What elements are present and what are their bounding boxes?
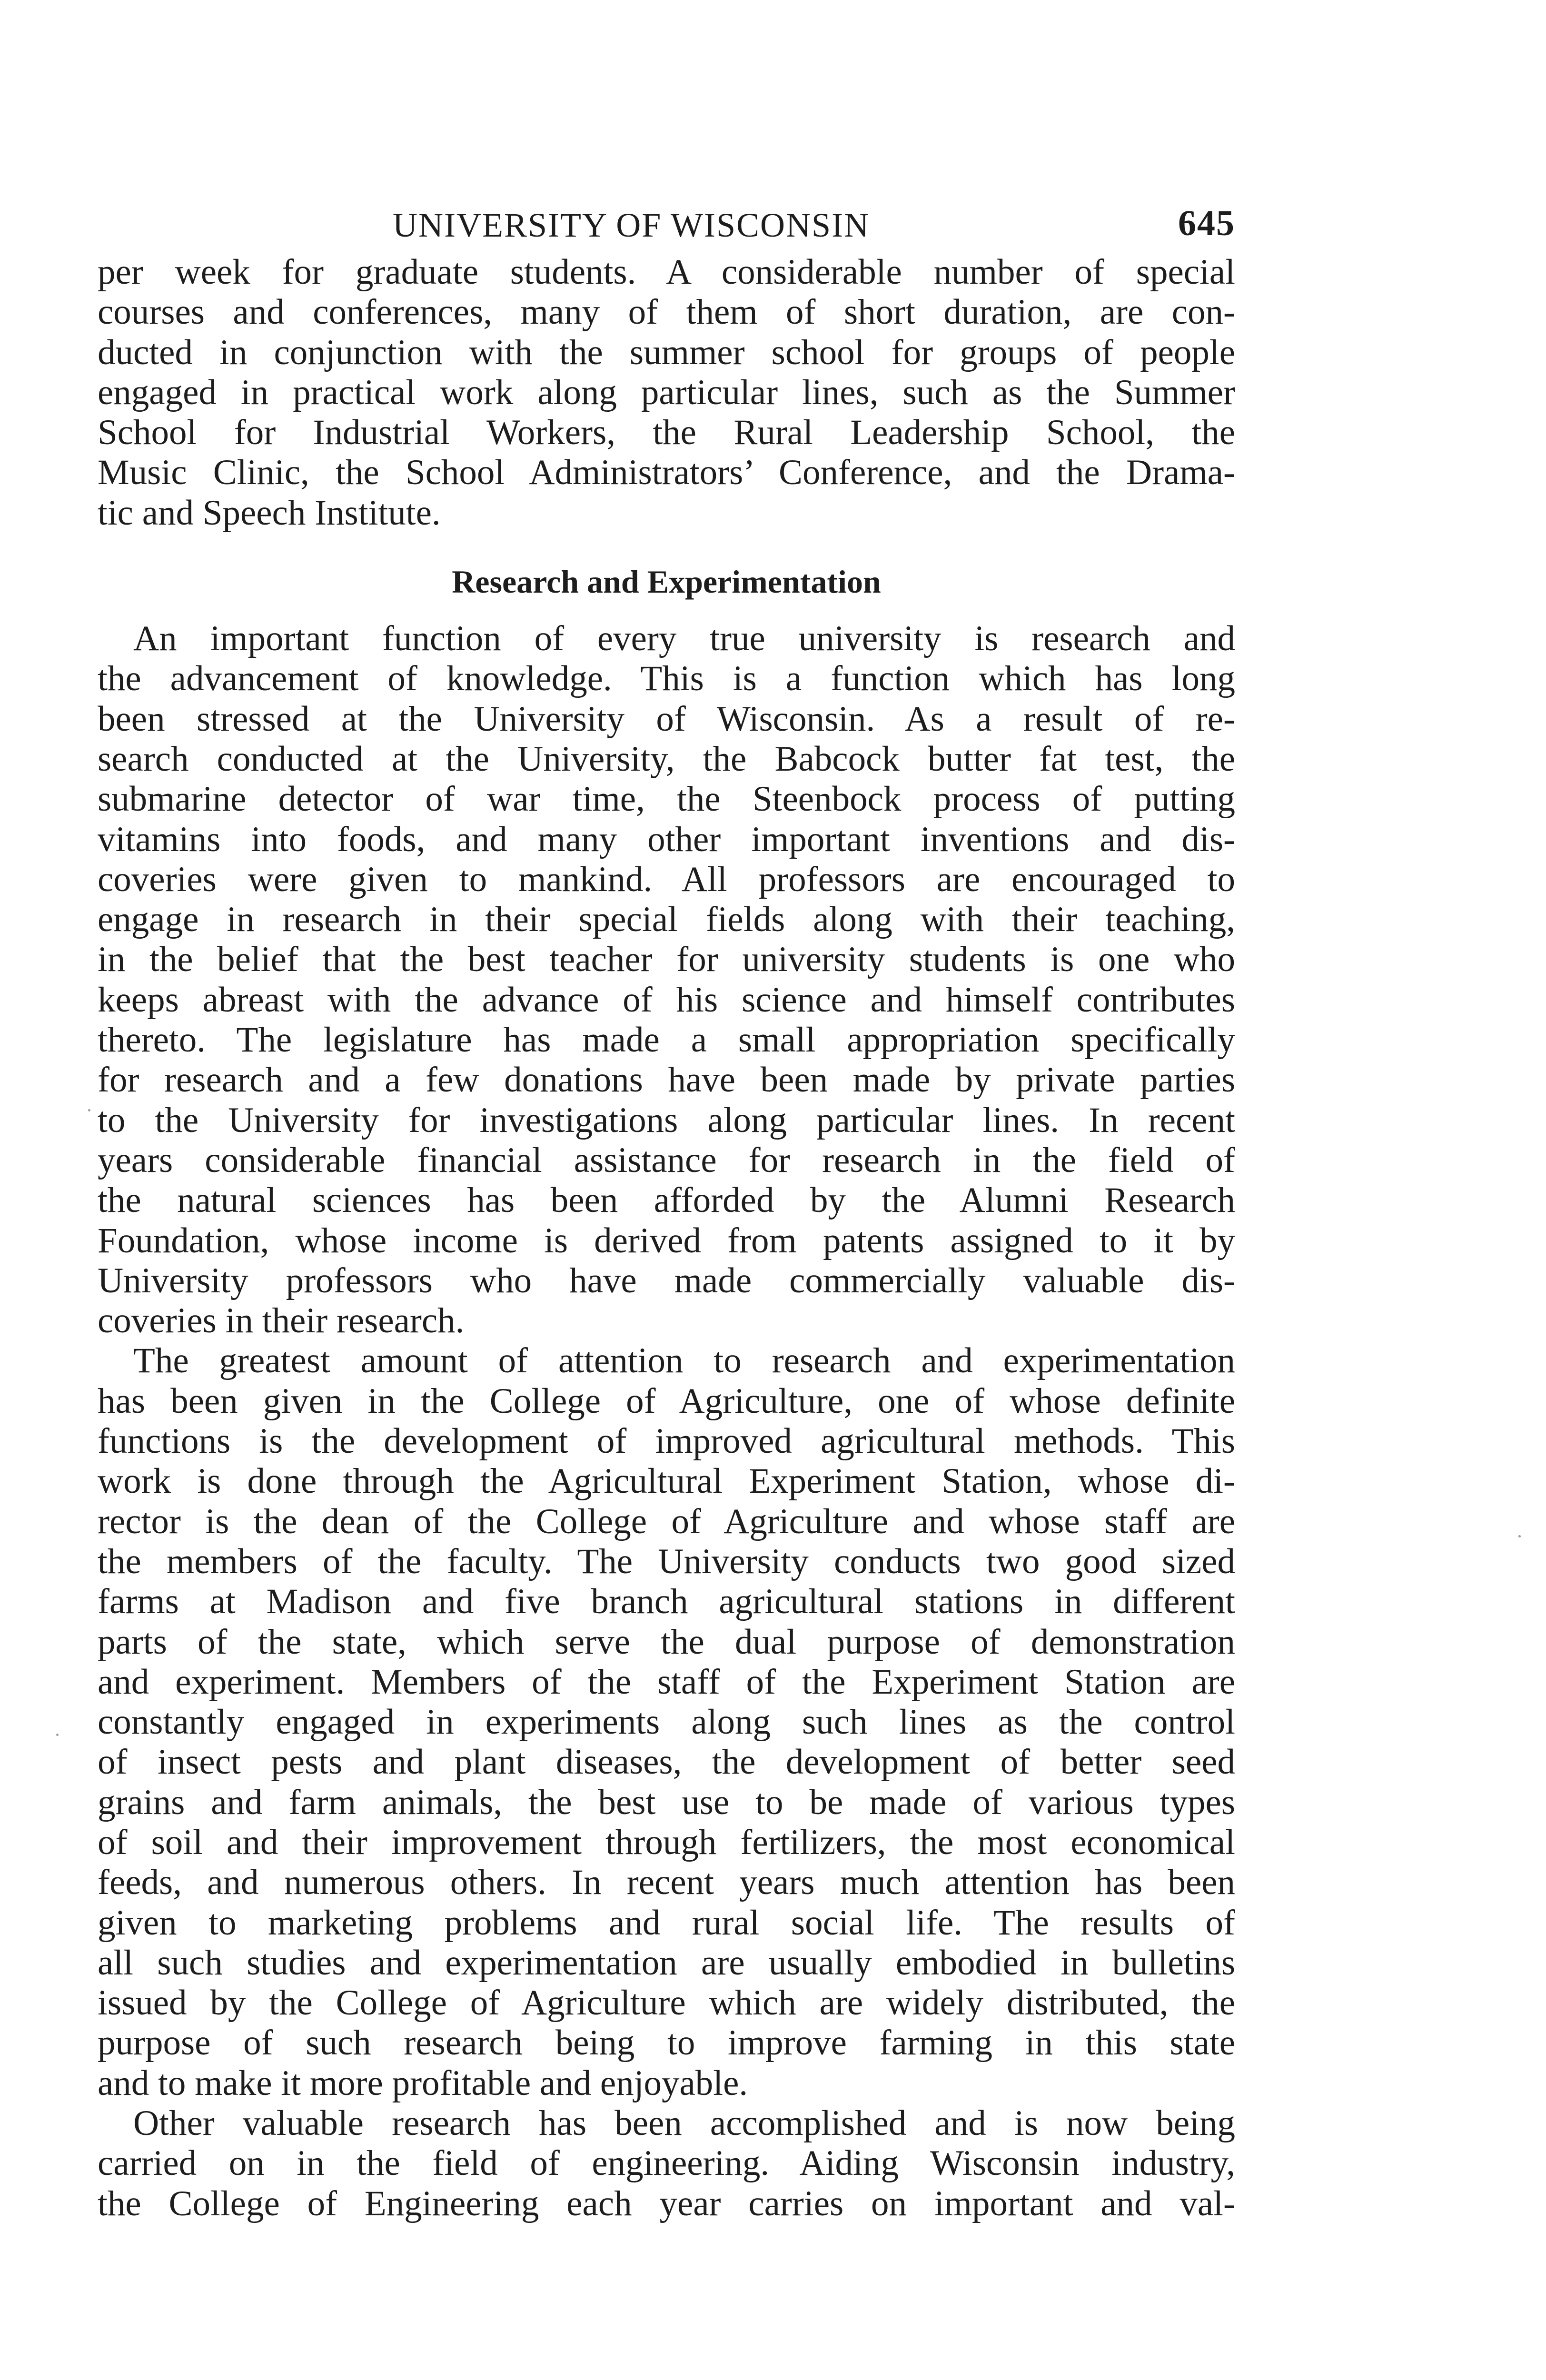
text-line: The greatest amount of attention to research and experimentation: [133, 1341, 1235, 1381]
text-line: and experiment. Members of the staff of the Experiment Station are: [98, 1662, 1235, 1702]
text-line: parts of the state, which serve the dual purpose of demonstration: [98, 1622, 1235, 1662]
text-line: courses and conferences, many of them of short duration, are con-: [98, 292, 1235, 332]
paragraph-engineering-research: [98, 2103, 1235, 2224]
text-line: Foundation, whose income is derived from patents assigned to it by: [98, 1220, 1235, 1260]
paragraph-research-function: [98, 619, 1235, 1341]
text-line: rector is the dean of the College of Agriculture and whose staff are: [98, 1501, 1235, 1541]
text-line: has been given in the College of Agriculture, one of whose definite: [98, 1381, 1235, 1421]
running-title: UNIVERSITY OF WISCONSIN: [393, 206, 870, 244]
text-line: all such studies and experimentation are usually embodied in bulletins: [98, 1943, 1235, 1983]
text-line: the natural sciences has been afforded by the Alumni Research: [98, 1180, 1235, 1220]
text-line: An important function of every true university is research and: [133, 619, 1235, 659]
text-line: grains and farm animals, the best use to be made of various types: [98, 1782, 1235, 1822]
book-page: [98, 200, 1235, 2224]
text-line: years considerable financial assistance for research in the field of: [98, 1140, 1235, 1180]
text-line: ducted in conjunction with the summer school for groups of people: [98, 332, 1235, 372]
scan-speck: [56, 1734, 59, 1736]
text-line: to the University for investigations along particular lines. In recent: [98, 1100, 1235, 1140]
text-line: School for Industrial Workers, the Rural Leadership School, the: [98, 413, 1235, 453]
text-line: the advancement of knowledge. This is a function which has long: [98, 659, 1235, 699]
text-line: constantly engaged in experiments along such lines as the control: [98, 1702, 1235, 1742]
text-line: purpose of such research being to improve farming in this state: [98, 2023, 1235, 2063]
paragraph-summer-school: [98, 252, 1235, 533]
text-line: coveries in their research.: [98, 1301, 465, 1341]
text-line: for research and a few donations have been made by private parties: [98, 1060, 1235, 1100]
scan-speck: [1518, 1535, 1521, 1537]
text-line: thereto. The legislature has made a small appropriation specifically: [98, 1020, 1235, 1060]
text-line: carried on in the field of engineering. Aiding Wisconsin industry,: [98, 2143, 1235, 2183]
text-line: work is done through the Agricultural Experiment Station, whose di-: [98, 1461, 1235, 1501]
text-line: coveries were given to mankind. All professors are encouraged to: [98, 859, 1235, 899]
text-line: tic and Speech Institute.: [98, 493, 441, 533]
paragraph-agriculture-research: [98, 1341, 1235, 2103]
page-number: 645: [1178, 203, 1235, 243]
text-line: in the belief that the best teacher for university students is one who: [98, 940, 1235, 980]
text-line: University professors who have made commercially valuable dis-: [98, 1260, 1235, 1300]
text-line: Music Clinic, the School Administrators’ Conference, and the Drama-: [98, 453, 1235, 493]
text-line: the College of Engineering each year carries on important and val-: [98, 2183, 1235, 2223]
text-line: keeps abreast with the advance of his science and himself contributes: [98, 980, 1235, 1020]
text-line: Other valuable research has been accomplished and is now being: [133, 2103, 1235, 2143]
text-line: vitamins into foods, and many other important inventions and dis-: [98, 819, 1235, 859]
text-line: of insect pests and plant diseases, the development of better seed: [98, 1742, 1235, 1782]
scan-speck: [88, 1109, 90, 1111]
section-heading: Research and Experimentation: [452, 564, 881, 600]
text-line: been stressed at the University of Wisconsin. As a result of re-: [98, 699, 1235, 739]
text-line: farms at Madison and five branch agricultural stations in different: [98, 1582, 1235, 1622]
text-line: engaged in practical work along particular lines, such as the Summer: [98, 372, 1235, 412]
text-line: the members of the faculty. The University conducts two good sized: [98, 1541, 1235, 1581]
text-line: issued by the College of Agriculture which are widely distributed, the: [98, 1983, 1235, 2023]
text-line: per week for graduate students. A considerable number of special: [98, 252, 1235, 292]
text-line: and to make it more profitable and enjoyable.: [98, 2063, 748, 2103]
text-line: submarine detector of war time, the Steenbock process of putting: [98, 779, 1235, 819]
text-line: engage in research in their special fields along with their teaching,: [98, 900, 1235, 940]
text-line: functions is the development of improved agricultural methods. This: [98, 1421, 1235, 1461]
text-line: feeds, and numerous others. In recent years much attention has been: [98, 1863, 1235, 1903]
running-head: [98, 200, 1235, 252]
text-line: given to marketing problems and rural social life. The results of: [98, 1903, 1235, 1943]
text-line: of soil and their improvement through fertilizers, the most economical: [98, 1822, 1235, 1862]
text-line: search conducted at the University, the Babcock butter fat test, the: [98, 739, 1235, 779]
